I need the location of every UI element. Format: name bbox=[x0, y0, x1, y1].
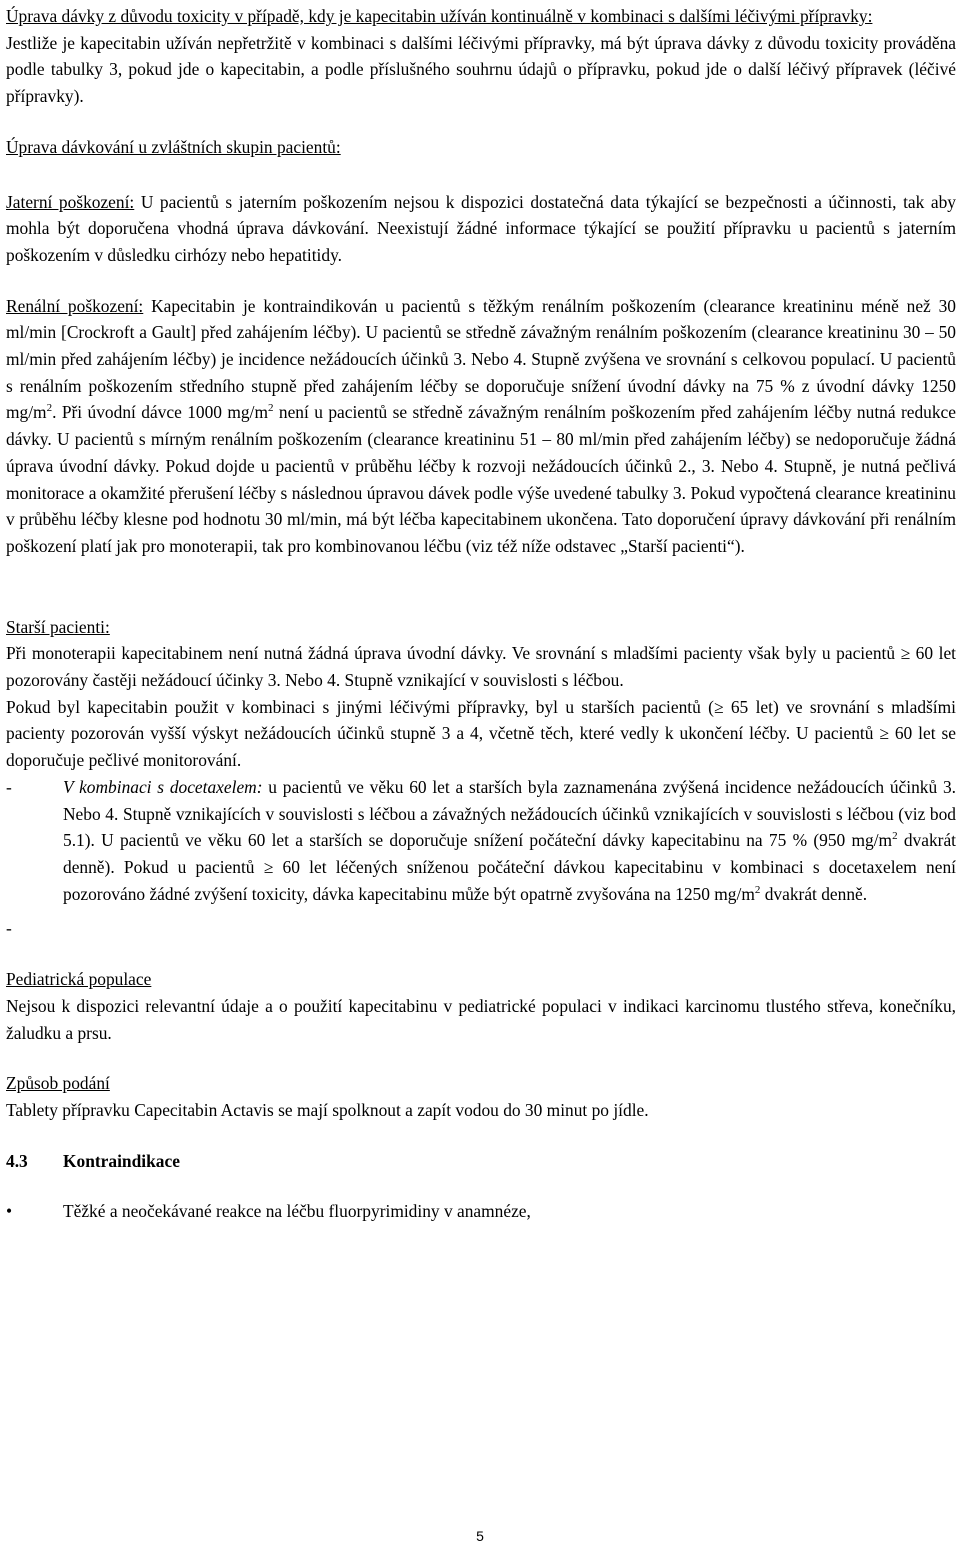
docetaxel-text-2: dvakrát denně). Pokud u pacientů ≥ 60 let léčených sníženou počáteční dávkou kapecitabinu v kombinaci s docetaxelem není pozorováno žádné zvýšení toxicity, dávka kapecitabinu může být opatrně zvyšována na 1250 mg/m bbox=[63, 830, 956, 904]
administration-heading: Způsob podání bbox=[6, 1073, 110, 1094]
elderly-paragraph-1: Při monoterapii kapecitabinem není nutná žádná úprava úvodní dávky. Ve srovnání s mladšími pacienty však byly u pacientů ≥ 60 let pozorovány častěji nežádoucí účinky 3. Nebo 4. Stupně vznikající v souvislosti s léčbou. bbox=[6, 643, 956, 691]
docetaxel-list-item bbox=[6, 774, 956, 908]
docetaxel-sup-2: 2 bbox=[754, 883, 761, 896]
docetaxel-label: V kombinaci s docetaxelem: bbox=[63, 776, 263, 797]
renal-text-1: Kapecitabin je kontraindikován u pacientů s těžkým renálním poškozením (clearance kreatininu méně než 30 ml/min [Crockroft a Gault] před zahájením léčby). U pacientů se středně závažným renálním poškozením (clearance kreatininu 30 – 50 ml/min před zahájením léčby) je incidence nežádoucích účinků 3. Nebo 4. Stupně zvýšena ve srovnání s celkovou populací. U pacientů s renálním poškozením středního stupně před zahájením léčby se doporučuje snížení úvodní dávky na 75 % z úvodní dávky 1250 mg/m bbox=[6, 295, 956, 423]
pediatric-paragraph: Nejsou k dispozici relevantní údaje a o použití kapecitabinu v pediatrické populaci v indikaci karcinomu tlustého střeva, konečníku, žaludku a prsu. bbox=[6, 995, 956, 1043]
elderly-heading: Starší pacienti: bbox=[6, 616, 110, 637]
renal-sup-2: 2 bbox=[267, 402, 274, 415]
contraindication-list-item bbox=[6, 1198, 956, 1225]
renal-label: Renální poškození: bbox=[6, 295, 144, 316]
docetaxel-sup-1: 2 bbox=[892, 830, 898, 843]
hepatic-text: U pacientů s jaterním poškozením nejsou k dispozici dostatečná data týkající se bezpečnosti a účinnosti, tak aby mohla být doporučena vhodná úprava dávkování. Neexistují žádné informace týkající se použití přípravku u pacientů s jaterním poškozením v důsledku cirhózy nebo hepatitidy. bbox=[6, 191, 956, 265]
toxicity-paragraph-heading bbox=[6, 3, 956, 30]
document-page bbox=[6, 3, 956, 1225]
special-groups-heading: Úprava dávkování u zvláštních skupin pacientů: bbox=[6, 136, 341, 157]
contraindication-text: Těžké a neočekávané reakce na léčbu fluorpyrimidiny v anamnéze, bbox=[63, 1201, 531, 1222]
dash-marker-2: - bbox=[6, 918, 12, 939]
hepatic-label: Jaterní poškození: bbox=[6, 191, 135, 212]
toxicity-paragraph: Jestliže je kapecitabin užíván nepřetržitě v kombinaci s dalšími léčivými přípravky, má být úprava dávky z důvodu toxicity prováděna podle tabulky 3, pokud jde o kapecitabin, a podle příslušného souhrnu údajů o přípravku, pokud jde o další léčivý přípravek (léčivé přípravky). bbox=[6, 32, 956, 107]
elderly-paragraph-2: Pokud byl kapecitabin použit v kombinaci s jinými léčivými přípravky, byl u starších pacientů (≥ 65 let) ve srovnání s mladšími pacienty pozorován vyšší výskyt nežádoucích účinků stupně 3 a 4, včetně těch, které vedly k ukončení léčby. U pacientů ≥ 60 let se doporučuje pečlivé monitorování. bbox=[6, 696, 956, 771]
renal-text-2: . Při úvodní dávce 1000 mg/m bbox=[52, 402, 268, 423]
renal-text-3: není u pacientů se středně závažným renálním poškozením před zahájením léčby nutná redukce dávky. U pacientů s mírným renálním poškozením (clearance kreatininu 51 – 80 ml/min před zahájením léčby) se nedoporučuje žádná úprava úvodní dávky. Pokud dojde u pacientů v průběhu léčby k rozvoji nežádoucích účinků 2., 3. Nebo 4. Stupně, je nutná pečlivá monitorace a okamžité přerušení léčby s následnou úpravou dávek podle výše uvedené tabulky 3. Pokud vypočtená clearance kreatininu v průběhu léčby klesne pod hodnotu 30 ml/min, má být léčba kapecitabinem ukončena. Tato doporučení úpravy dávkování při renálním poškození platí jak pro monoterapii, tak pro kombinovanou léčbu (viz též níže odstavec „Starší pacienti“). bbox=[6, 402, 956, 556]
section-title: Kontraindikace bbox=[63, 1150, 180, 1171]
section-4-3-heading bbox=[6, 1148, 956, 1175]
renal-sup-1: 2 bbox=[46, 402, 53, 415]
docetaxel-text-1: u pacientů ve věku 60 let a starších byla zaznamenána zvýšená incidence nežádoucích účinků 3. Nebo 4. Stupně vznikajících v souvislosti s léčbou a závažných nežádoucích účinků vznikajících v souvislosti s léčbou (viz bod 5.1). U pacientů ve věku 60 let a starších se doporučuje snížení počáteční dávky kapecitabinu na 75 % (950 mg/m bbox=[63, 776, 956, 851]
bullet-marker: • bbox=[6, 1201, 13, 1222]
page-number: 5 bbox=[476, 1528, 484, 1544]
administration-paragraph: Tablety přípravku Capecitabin Actavis se mají spolknout a zapít vodou do 30 minut po jídle. bbox=[6, 1099, 649, 1120]
docetaxel-text-3: dvakrát denně. bbox=[760, 883, 868, 904]
dash-marker: - bbox=[6, 776, 12, 797]
renal-paragraph bbox=[6, 293, 956, 560]
pediatric-heading: Pediatrická populace bbox=[6, 969, 152, 990]
toxicity-heading: Úprava dávky z důvodu toxicity v případě, kdy je kapecitabin užíván kontinuálně v kombinaci s dalšími léčivými přípravky: bbox=[6, 6, 873, 26]
empty-list-item bbox=[6, 915, 956, 942]
section-number: 4.3 bbox=[6, 1150, 28, 1171]
hepatic-paragraph bbox=[6, 189, 956, 269]
